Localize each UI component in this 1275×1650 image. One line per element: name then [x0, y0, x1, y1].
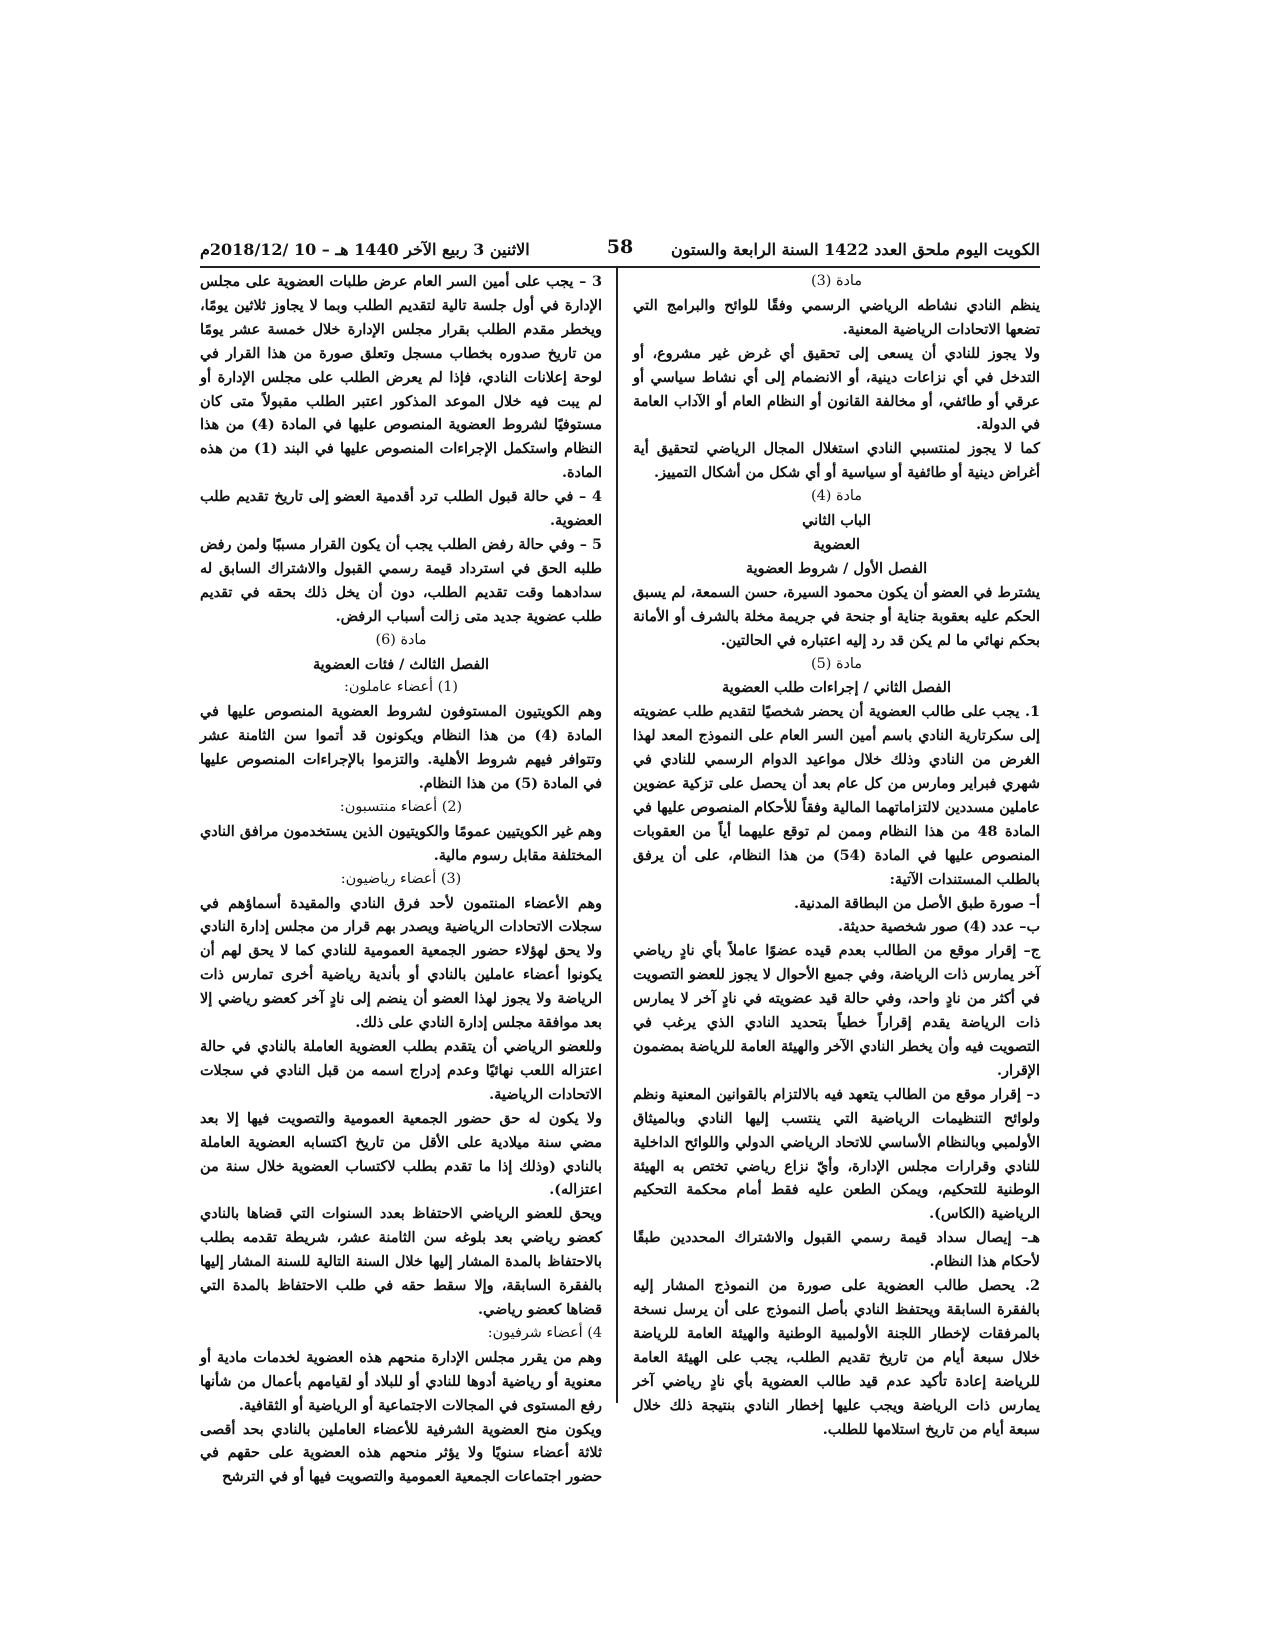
page-header [200, 236, 1040, 264]
paragraph: ينظم النادي نشاطه الرياضي الرسمي وفقًا للوائح والبرامج التي تضعها الاتحادات الرياضية المعنية. [633, 296, 1040, 338]
paragraph: ولا يجوز للنادي أن يسعى إلى تحقيق أي غرض غير مشروع، أو التدخل في أي نزاعات دينية، أو الانضمام إلى أي نشاط سياسي أو عرقي أو طائفي، أو مخالفة القانون أو النظام العام أو الآداب العامة في الدولة. [633, 344, 1040, 434]
paragraph: وهم الأعضاء المنتمون لأحد فرق النادي والمقيدة أسماؤهم في سجلات الاتحادات الرياضية ويصدر بهم قرار من مجلس إدارة النادي ولا يحق لهؤلاء حضور الجمعية العمومية للنادي كما لا يحق لهم أن يكونوا أعضاء عاملين بالنادي أو بأندية رياضية أخرى تمارس ذات الرياضة ولا يجوز لهذا العضو أن ينضم إلى نادٍ آخر كعضو رياضي إلا بعد موافقة مجلس إدارة النادي على ذلك. [200, 894, 602, 1032]
publication-title: الكويت اليوم ملحق العدد 1422 السنة الرابعة والستون [670, 240, 1040, 259]
page-number: 58 [606, 236, 634, 258]
section-heading: الباب الثاني [802, 512, 871, 530]
paragraph: 5 – وفي حالة رفض الطلب يجب أن يكون القرار مسببًا ولمن رفض طلبه الحق في استرداد قيمة رسمي القبول والاشتراك السابق له سدادهما وقت تقديم الطلب، دون أن يخل ذلك بحقه في تقديم طلب عضوية جديد متى زالت أسباب الرفض. [200, 535, 602, 625]
paragraph: ويكون منح العضوية الشرفية للأعضاء العاملين بالنادي بحد أقصى ثلاثة أعضاء سنويًا ولا يؤثر منحهم هذه العضوية على حقهم في حضور اجتماعات الجمعية العمومية والتصويت فيها أو في الترشح [200, 1420, 602, 1486]
subheading: 4) أعضاء شرفيون: [487, 1324, 602, 1341]
paragraph: 1. يجب على طالب العضوية أن يحضر شخصيًا لتقديم طلب عضويته إلى سكرتارية النادي باسم أمين السر العام على النموذج المعد لهذا الغرض من النادي وذلك خلال مواعيد الدوام الرسمي للنادي في شهري فبراير ومارس من كل عام بعد أن يحصل على تزكية عضوين عاملين مسددين لالتزاماتهما المالية وفقاً للأحكام المنصوص عليها في المادة 48 من هذا النظام وممن لم توقع عليهما أياً من العقوبات المنصوص عليها في المادة (54) من هذا النظام، على أن يرفق بالطلب المستندات الآتية: [633, 703, 1040, 888]
article-heading: مادة (5) [810, 655, 862, 672]
issue-date: الاثنين 3 ربيع الآخر 1440 هـ – 10 /2018/12م [200, 240, 530, 259]
subheading: (1) أعضاء عاملون: [343, 679, 459, 696]
paragraph: 2. يحصل طالب العضوية على صورة من النموذج المشار إليه بالفقرة السابقة ويحتفظ النادي بأصل النموذج على أن يرسل نسخة بالمرفقات لإخطار اللجنة الأولمبية الوطنية والهيئة العامة للرياضة خلال سبعة أيام من تاريخ تقديم الطلب، يجب على الهيئة العامة للرياضة إعادة تأكيد عدم قيد طالب العضوية بأي نادٍ رياضي آخر يمارس ذات الرياضة ويجب عليها إخطار النادي بنتيجة ذلك خلال سبعة أيام من تاريخ استلامها للطلب. [633, 1277, 1040, 1438]
list-item: هـ– إيصال سداد قيمة رسمي القبول والاشتراك المحددين طبقًا لأحكام هذا النظام. [633, 1229, 1040, 1271]
column-divider [616, 268, 618, 1403]
article-heading: مادة (6) [375, 631, 427, 648]
paragraph: وللعضو الرياضي أن يتقدم بطلب العضوية العاملة بالنادي في حالة اعتزاله اللعب نهائيًا وعدم إدراج اسمه من قبل النادي في سجلات الاتحادات الرياضية. [200, 1038, 602, 1103]
section-heading: العضوية [813, 535, 860, 553]
paragraph: وهم غير الكويتيين عمومًا والكويتيون الذين يستخدمون مرافق النادي المختلفة مقابل رسوم مالية. [200, 822, 602, 864]
paragraph: 3 – يجب على أمين السر العام عرض طلبات العضوية على مجلس الإدارة في أول جلسة تالية لتقديم الطلب وبما لا يجاوز ثلاثين يومًا، ويخطر مقدم الطلب بقرار مجلس الإدارة خلال خمسة عشر يومًا من تاريخ صدوره بخطاب مسجل وتعلق صورة من هذا القرار في لوحة إعلانات النادي، فإذا لم يعرض الطلب على مجلس الإدارة أو لم يبت فيه خلال الموعد المذكور اعتبر الطلب مقبولاً متى كان مستوفيًا لشروط العضوية المنصوص عليها في المادة (4) من هذا النظام واستكمل الإجراءات المنصوص عليها في البند (1) من هذه المادة. [200, 273, 602, 482]
list-item: ج– إقرار موقع من الطالب بعدم قيده عضوًا عاملاً بأي نادٍ رياضي آخر يمارس ذات الرياضة، وفي جميع الأحوال لا يجوز للعضو التصويت في أكثر من نادٍ واحد، وفي حالة قيد عضويته في نادٍ آخر لا يمارس ذات الرياضة يقدم إقراراً خطياً بتحديد النادي الذي يرغب في التصويت فيه وأن يخطر النادي الآخر والهيئة العامة للرياضة بمضمون الإقرار. [633, 942, 1041, 1079]
paragraph: ويحق للعضو الرياضي الاحتفاظ بعدد السنوات التي قضاها بالنادي كعضو رياضي بعد بلوغه سن الثامنة عشر، شريطة تقدمه بطلب بالاحتفاظ بالمدة المشار إليها خلال السنة التالية للسنة المشار إليها بالفقرة السابقة، وإلا سقط حقه في طلب الاحتفاظ بالمدة التي قضاها كعضو رياضي. [200, 1205, 602, 1318]
paragraph: كما لا يجوز لمنتسبي النادي استغلال المجال الرياضي لتحقيق أية أغراض دينية أو طائفية أو سياسية أو أي شكل من أشكال التمييز. [633, 440, 1040, 482]
chapter-heading: الفصل الثاني / إجراءات طلب العضوية [722, 679, 951, 697]
paragraph: يشترط في العضو أن يكون محمود السيرة، حسن السمعة، لم يسبق الحكم عليه بعقوبة جناية أو جنحة في جريمة مخلة بالشرف أو الأمانة بحكم نهائي ما لم يكن قد رد إليه اعتباره في الحالتين. [633, 583, 1040, 649]
header-rule [200, 266, 1040, 268]
paragraph: وهم الكويتيون المستوفون لشروط العضوية المنصوص عليها في المادة (4) من هذا النظام ويكونون قد أتموا سن الثامنة عشر وتتوافر فيهم شروط الأهلية. والتزموا بالإجراءات المنصوص عليها في المادة (5) من هذا النظام. [200, 703, 602, 793]
left-column [200, 270, 602, 1489]
article-heading: مادة (4) [810, 488, 862, 505]
paragraph: 4 – في حالة قبول الطلب ترد أقدمية العضو إلى تاريخ تقديم طلب العضوية. [200, 488, 602, 530]
paragraph: وهم من يقرر مجلس الإدارة منحهم هذه العضوية لخدمات مادية أو معنوية أو رياضية أدوها للنادي أو للبلاد أو لقيامهم بأعمال من شأنها رفع المستوى في المجالات الاجتماعية أو الرياضية أو الثقافية. [200, 1348, 602, 1414]
paragraph: ولا يكون له حق حضور الجمعية العمومية والتصويت فيها إلا بعد مضي سنة ميلادية على الأقل من تاريخ اكتسابه العضوية العاملة بالنادي (وذلك إذا ما تقدم بطلب لاكتساب العضوية خلال سنة من اعتزاله). [200, 1109, 602, 1199]
chapter-heading: الفصل الأول / شروط العضوية [745, 559, 928, 577]
subheading: (3) أعضاء رياضيون: [340, 870, 462, 887]
right-column [633, 270, 1040, 1441]
chapter-heading: الفصل الثالث / فئات العضوية [312, 655, 490, 673]
article-heading: مادة (3) [810, 273, 862, 289]
list-item: د– إقرار موقع من الطالب يتعهد فيه بالالتزام بالقوانين المعنية ونظم ولوائح التنظيمات الرياضية التي ينتسب إليها النادي وبالميثاق الأولمبي وبالنظام الأساسي للاتحاد الرياضي الدولي واللوائح الداخلية للنادي وقرارات مجلس الإدارة، وأيّ نزاع رياضي تختص به الهيئة الوطنية للتحكيم، ويمكن الطعن عليه فقط أمام محكمة التحكيم الرياضية (الكاس). [633, 1085, 1040, 1223]
list-item: ب– عدد (4) صور شخصية حديثة. [838, 918, 1040, 936]
subheading: (2) أعضاء منتسبون: [339, 798, 463, 815]
list-item: أ– صورة طبق الأصل من البطاقة المدنية. [793, 894, 1040, 912]
